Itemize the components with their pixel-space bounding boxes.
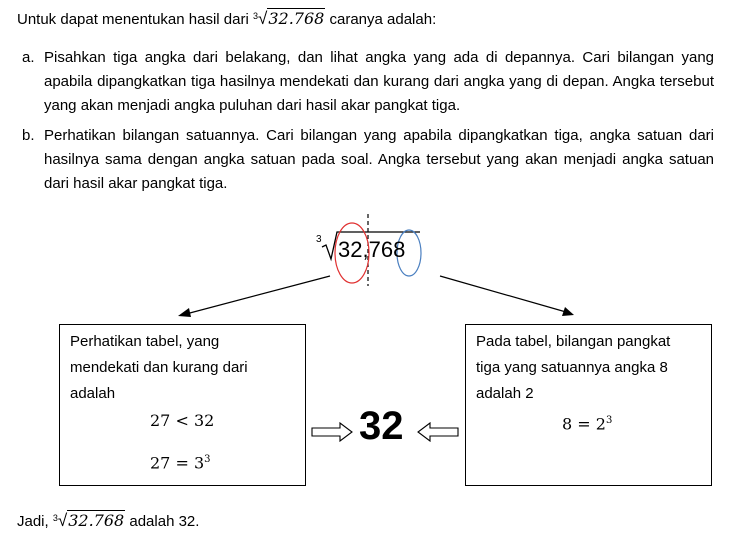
- block-arrow-right: [312, 423, 352, 441]
- right-explanation-box: [465, 324, 712, 486]
- diagram-separator: ,: [362, 237, 369, 262]
- intro-text-before: Untuk dapat menentukan hasil dari: [17, 11, 249, 28]
- right-diagonal-arrow: [440, 276, 566, 312]
- intro-text-after: caranya adalah:: [329, 11, 437, 28]
- left-explanation-box: [59, 324, 306, 486]
- result-number: 32: [359, 404, 404, 448]
- step-b-marker: b.: [22, 127, 35, 144]
- right-box-equation: [562, 408, 612, 437]
- conclusion-text-after: adalah 32.: [129, 513, 200, 530]
- conclusion-line: [17, 509, 199, 533]
- left-box-equation-exponent: 3: [204, 454, 211, 465]
- conclusion-cube-root: $^3$√32.768: [52, 511, 125, 530]
- right-box-line2: tiga yang satuannya angka 8: [476, 359, 668, 376]
- intro-cube-root: $^3$√32.768: [252, 9, 325, 28]
- left-box-inequality: 27 < 32: [150, 411, 215, 430]
- right-arrowhead: [562, 307, 574, 316]
- left-box-equation-base: 27 = 3: [150, 453, 205, 473]
- left-box-line1: Perhatikan tabel, yang: [70, 333, 220, 350]
- intro-root-index: 3: [252, 11, 258, 21]
- left-box-equation: [150, 447, 211, 476]
- right-box-line1: Pada tabel, bilangan pangkat: [476, 333, 671, 350]
- diagram-back-part: 768: [368, 237, 406, 262]
- right-box-equation-exponent: 3: [605, 415, 613, 426]
- conclusion-root-index: 3: [52, 513, 58, 523]
- block-arrow-left: [418, 423, 458, 441]
- conclusion-text-before: Jadi,: [17, 513, 49, 530]
- step-b-text: Perhatikan bilangan satuannya. Cari bilangan yang apabila dipangkatkan tiga, angka satuan dari hasilnya sama dengan angka satuan pada soal. Angka tersebut yang akan menjadi angka satuan dari hasil akar pangkat tiga.: [44, 127, 714, 192]
- right-box-equation-base: 8 = 2: [562, 414, 606, 434]
- left-diagonal-arrow: [186, 276, 330, 314]
- right-box-line3: adalah 2: [476, 385, 534, 402]
- conclusion-radicand: 32.768: [68, 511, 125, 530]
- diagram-root-index: 3: [316, 234, 322, 245]
- left-box-line3: adalah: [70, 385, 116, 402]
- step-a-marker: a.: [22, 49, 35, 66]
- intro-radicand: 32.768: [268, 9, 325, 28]
- left-box-line2: mendekati dan kurang dari: [70, 359, 248, 376]
- left-arrowhead: [178, 308, 191, 317]
- diagram-radicand: [338, 236, 405, 264]
- diagram-front-part: 32: [338, 237, 363, 262]
- step-a-text: Pisahkan tiga angka dari belakang, dan lihat angka yang ada di depannya. Cari bilangan yang apabila dipangkatkan tiga hasilnya mendekati dan kurang dari angka yang di depan. Angka tersebut yang akan menjadi angka puluhan dari hasil akar pangkat tiga.: [44, 49, 714, 114]
